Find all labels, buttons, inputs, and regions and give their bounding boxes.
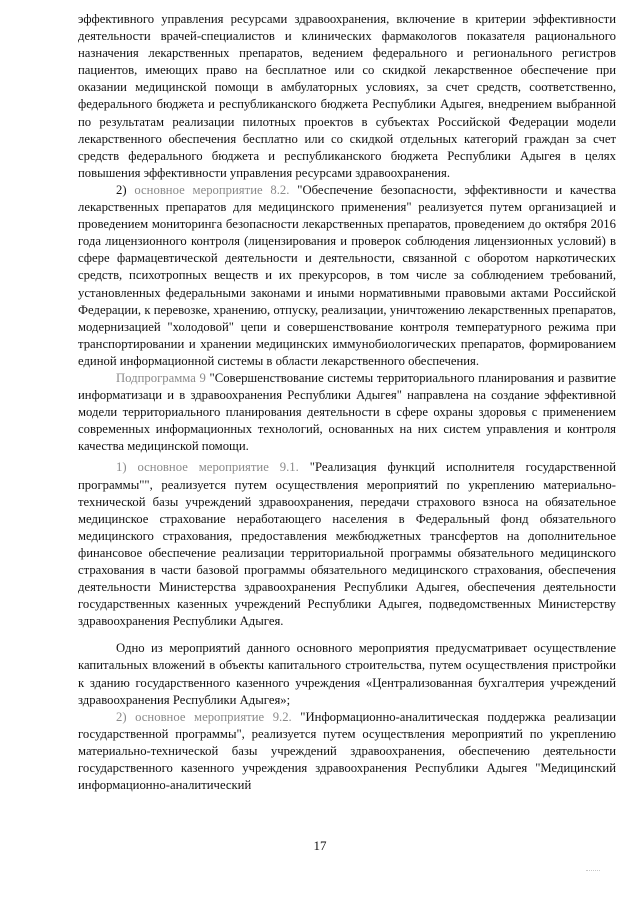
paragraph-p6: [78, 709, 616, 794]
measure-label-9-2: 2) основное мероприятие 9.2.: [116, 709, 292, 724]
paragraph-text: "Информационно-аналитическая поддержка реализации государственной программы", реализуется путем осуществления мероприятий по укреплению материально-технической базы учреждений здравоохранения, обеспечению деятельности государственного казенного учреждения здравоохранения Республики Адыгея "Медицинский информационно-аналитический: [78, 709, 616, 793]
page-number: 17: [313, 838, 327, 853]
document-body: [78, 11, 616, 794]
paragraph-text: эффективного управления ресурсами здравоохранения, включение в критерии эффективности деятельности врачей-специалистов и клинических фармакологов показателя рационального назначения лекарственных препаратов, ведением федерального и регионального регистров пациентов, имеющих право на бесплатное или со скидкой лекарственное обеспечение при оказании медицинской помощи в амбулаторных условиях, за счет средств, соответственно, федерального бюджета и республиканского бюджета Республики Адыгея, внедрением выбранной по результатам реализации пилотных проектов в субъектах Российской Федерации модели лекарственного обеспечения бесплатно или со скидкой отдельных категорий граждан за счет средств федерального бюджета и республиканского бюджета Республики Адыгея в целях повышения эффективности управления ресурсами здравоохранения.: [78, 12, 616, 180]
subprogram-label-9: Подпрограмма 9: [116, 370, 206, 385]
paragraph-p5: [78, 640, 616, 708]
paragraph-text: 2): [116, 182, 135, 197]
measure-label-9-1: 1) основное мероприятие 9.1.: [116, 460, 299, 475]
paragraph-text: "Обеспечение безопасности, эффективности и качества лекарственных препаратов для медицинского применения" реализуется путем организацией и проведением мониторинга безопасности лекарственных препаратов, проведением до октября 2016 года лицензионного контроля (лицензирования и проверок соблюдения лицензионных условий) в сфере фармацевтической деятельности и деятельности, связанной с оборотом наркотических средств, психотропных веществ и их прекурсоров, в том числе за соблюдением требований, установленных федеральными законами и иными нормативными правовыми актами Российской Федерации, к перевозке, хранению, отпуску, реализации, уничтожению лекарственных препаратов, модернизацией "холодовой" цепи и совершенствование контроля температурного режима при транспортировании и хранении медицинских иммунобиологических препаратов, формированием единой информационной системы в области лекарственного обеспечения.: [78, 182, 616, 368]
paragraph-p2: [78, 182, 616, 370]
paragraph-p4: [78, 459, 616, 630]
paragraph-p3: [78, 370, 616, 455]
paragraph-text: "Реализация функций исполнителя государственной программы"", реализуется путем осуществления мероприятий по укреплению материально-технической базы учреждений здравоохранения, передачи страхового взноса на обязательное медицинское страхование неработающего населения в Федеральный фонд обязательного медицинского страхования, предоставления межбюджетных трансфертов на дополнительное финансовое обеспечение реализации территориальной программы обязательного медицинского страхования в части базовой программы обязательного медицинского страхования, обеспечения деятельности Министерства здравоохранения Республики Адыгея, обеспечения деятельности государственных казенных учреждений Республики Адыгея, подведомственных Министерству здравоохранения Республики Адыгея.: [78, 460, 616, 629]
measure-label-8-2: основное мероприятие 8.2.: [134, 182, 290, 197]
scan-artifact: [586, 870, 600, 874]
paragraph-text: Одно из мероприятий данного основного мероприятия предусматривает осуществление капитальных вложений в объекты капитального строительства, путем осуществления пристройки к зданию государственного казенного учреждения «Централизованная бухгалтерия учреждений здравоохранения Республики Адыгея»;: [78, 641, 616, 707]
paragraph-text: "Совершенствование системы территориального планирования и развитие информатизаци и в здравоохранения Республики Адыгея" направлена на создание эффективной модели территориального планирования деятельности в сфере охраны здоровья с применением современных информационных технологий, основанных на них систем управления и контроля качества медицинской помощи.: [78, 370, 616, 454]
paragraph-p1: [78, 11, 616, 182]
